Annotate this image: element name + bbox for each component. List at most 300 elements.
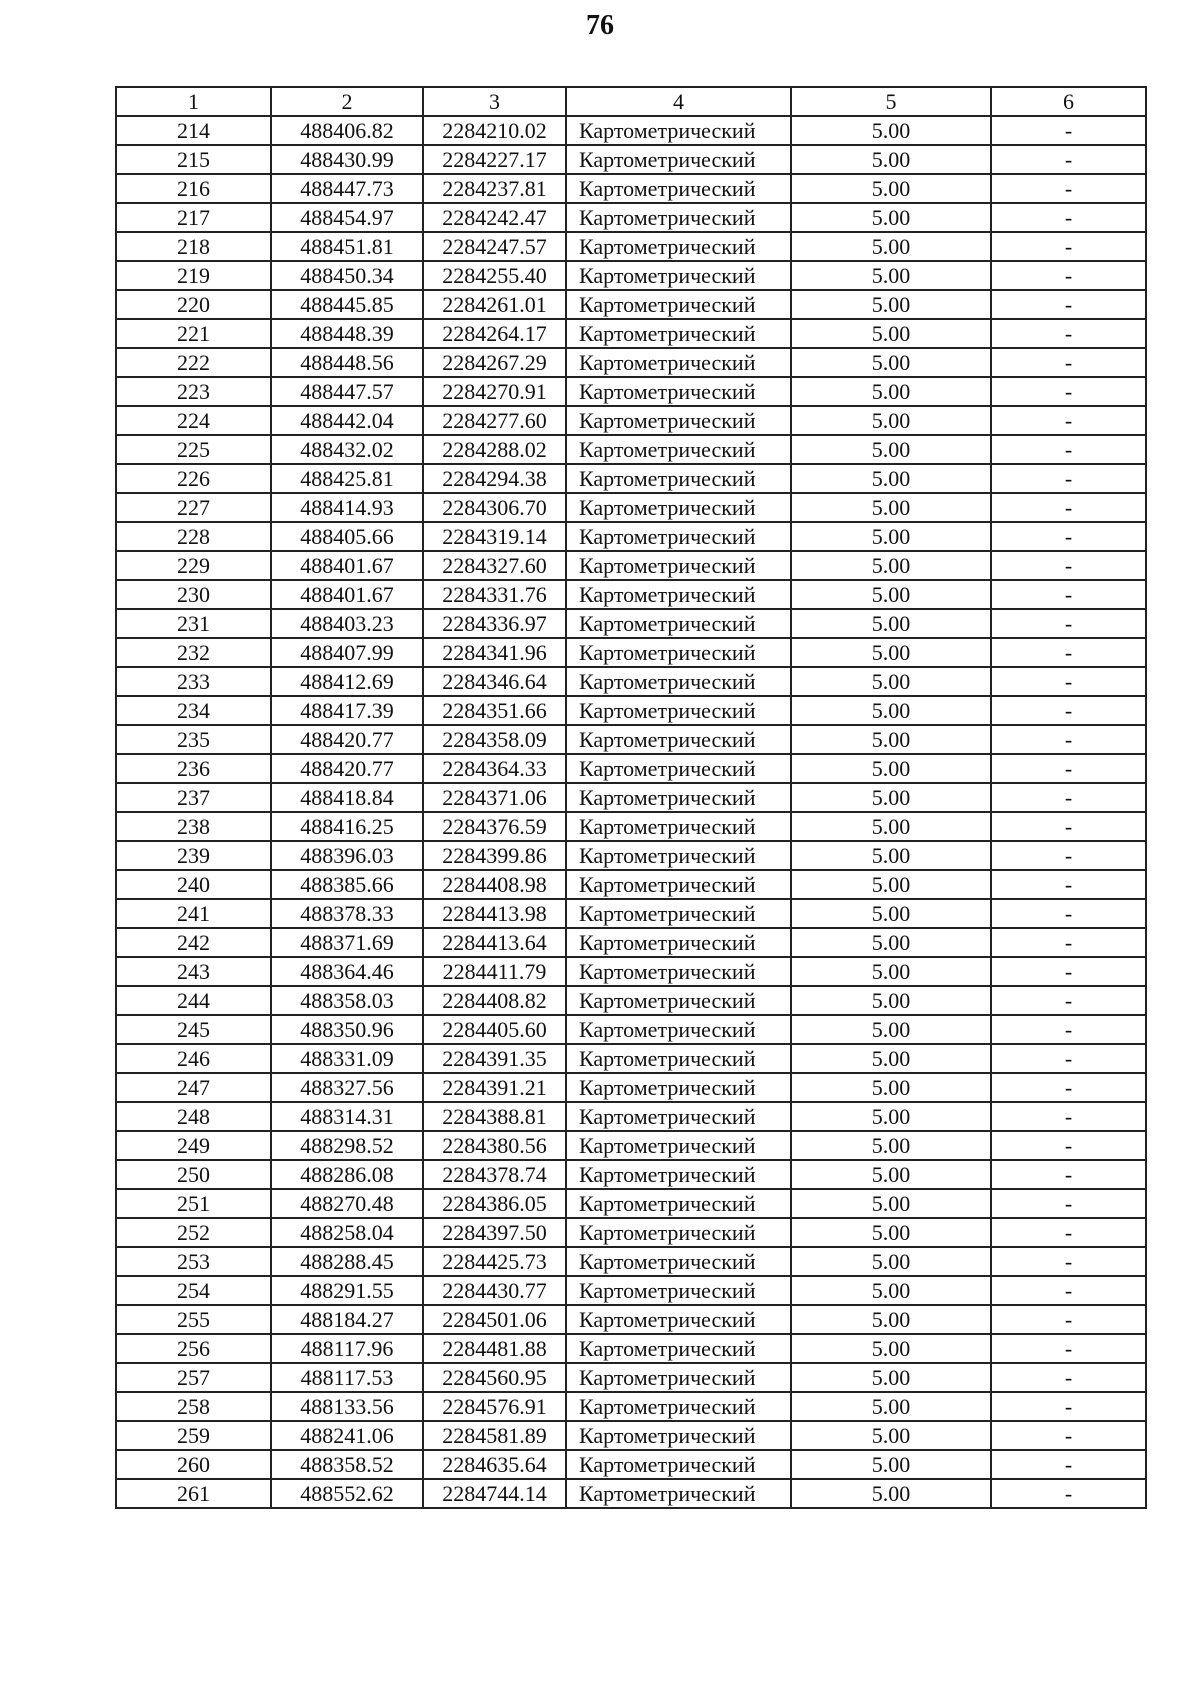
table-row [116, 319, 1146, 348]
accuracy-cell: 5.00 [791, 609, 991, 638]
x-coordinate-cell: 488447.73 [271, 174, 423, 203]
x-coordinate-cell: 488405.66 [271, 522, 423, 551]
description-cell: - [991, 1421, 1146, 1450]
accuracy-cell: 5.00 [791, 522, 991, 551]
description-cell: - [991, 145, 1146, 174]
y-coordinate-cell: 2284376.59 [423, 812, 566, 841]
x-coordinate-cell: 488378.33 [271, 899, 423, 928]
point-number-cell: 248 [116, 1102, 271, 1131]
table-row [116, 754, 1146, 783]
method-cell: Картометрический [566, 377, 791, 406]
description-cell: - [991, 464, 1146, 493]
x-coordinate-cell: 488417.39 [271, 696, 423, 725]
description-cell: - [991, 609, 1146, 638]
accuracy-cell: 5.00 [791, 1276, 991, 1305]
x-coordinate-cell: 488133.56 [271, 1392, 423, 1421]
description-cell: - [991, 522, 1146, 551]
point-number-cell: 243 [116, 957, 271, 986]
method-cell: Картометрический [566, 1392, 791, 1421]
x-coordinate-cell: 488184.27 [271, 1305, 423, 1334]
y-coordinate-cell: 2284405.60 [423, 1015, 566, 1044]
y-coordinate-cell: 2284351.66 [423, 696, 566, 725]
column-header-3: 3 [423, 87, 566, 116]
x-coordinate-cell: 488447.57 [271, 377, 423, 406]
description-cell: - [991, 1044, 1146, 1073]
description-cell: - [991, 928, 1146, 957]
method-cell: Картометрический [566, 667, 791, 696]
x-coordinate-cell: 488416.25 [271, 812, 423, 841]
method-cell: Картометрический [566, 1450, 791, 1479]
table-row [116, 725, 1146, 754]
accuracy-cell: 5.00 [791, 290, 991, 319]
table-row [116, 551, 1146, 580]
accuracy-cell: 5.00 [791, 1073, 991, 1102]
table-row [116, 406, 1146, 435]
method-cell: Картометрический [566, 1160, 791, 1189]
table-header-row [116, 87, 1146, 116]
accuracy-cell: 5.00 [791, 1189, 991, 1218]
x-coordinate-cell: 488414.93 [271, 493, 423, 522]
table-row [116, 290, 1146, 319]
method-cell: Картометрический [566, 406, 791, 435]
column-header-4: 4 [566, 87, 791, 116]
description-cell: - [991, 1334, 1146, 1363]
description-cell: - [991, 1218, 1146, 1247]
accuracy-cell: 5.00 [791, 203, 991, 232]
point-number-cell: 224 [116, 406, 271, 435]
table-row [116, 493, 1146, 522]
accuracy-cell: 5.00 [791, 1305, 991, 1334]
description-cell: - [991, 1131, 1146, 1160]
description-cell: - [991, 290, 1146, 319]
table-row [116, 667, 1146, 696]
point-number-cell: 237 [116, 783, 271, 812]
y-coordinate-cell: 2284242.47 [423, 203, 566, 232]
y-coordinate-cell: 2284413.98 [423, 899, 566, 928]
description-cell: - [991, 1392, 1146, 1421]
x-coordinate-cell: 488552.62 [271, 1479, 423, 1508]
point-number-cell: 218 [116, 232, 271, 261]
method-cell: Картометрический [566, 841, 791, 870]
x-coordinate-cell: 488288.45 [271, 1247, 423, 1276]
method-cell: Картометрический [566, 870, 791, 899]
y-coordinate-cell: 2284288.02 [423, 435, 566, 464]
method-cell: Картометрический [566, 1276, 791, 1305]
point-number-cell: 214 [116, 116, 271, 145]
table-row [116, 435, 1146, 464]
accuracy-cell: 5.00 [791, 1392, 991, 1421]
method-cell: Картометрический [566, 783, 791, 812]
accuracy-cell: 5.00 [791, 696, 991, 725]
x-coordinate-cell: 488358.52 [271, 1450, 423, 1479]
y-coordinate-cell: 2284327.60 [423, 551, 566, 580]
table-row [116, 174, 1146, 203]
y-coordinate-cell: 2284319.14 [423, 522, 566, 551]
description-cell: - [991, 174, 1146, 203]
x-coordinate-cell: 488454.97 [271, 203, 423, 232]
accuracy-cell: 5.00 [791, 145, 991, 174]
y-coordinate-cell: 2284364.33 [423, 754, 566, 783]
x-coordinate-cell: 488258.04 [271, 1218, 423, 1247]
coordinates-table [115, 86, 1147, 1509]
table-row [116, 145, 1146, 174]
method-cell: Картометрический [566, 580, 791, 609]
description-cell: - [991, 696, 1146, 725]
table-row [116, 203, 1146, 232]
accuracy-cell: 5.00 [791, 493, 991, 522]
method-cell: Картометрический [566, 232, 791, 261]
table-row [116, 1218, 1146, 1247]
x-coordinate-cell: 488350.96 [271, 1015, 423, 1044]
point-number-cell: 238 [116, 812, 271, 841]
accuracy-cell: 5.00 [791, 638, 991, 667]
x-coordinate-cell: 488403.23 [271, 609, 423, 638]
accuracy-cell: 5.00 [791, 1218, 991, 1247]
description-cell: - [991, 1160, 1146, 1189]
description-cell: - [991, 725, 1146, 754]
description-cell: - [991, 203, 1146, 232]
table-row [116, 522, 1146, 551]
x-coordinate-cell: 488420.77 [271, 725, 423, 754]
y-coordinate-cell: 2284635.64 [423, 1450, 566, 1479]
description-cell: - [991, 1276, 1146, 1305]
table-row [116, 696, 1146, 725]
method-cell: Картометрический [566, 1131, 791, 1160]
description-cell: - [991, 580, 1146, 609]
method-cell: Картометрический [566, 1421, 791, 1450]
point-number-cell: 217 [116, 203, 271, 232]
x-coordinate-cell: 488117.96 [271, 1334, 423, 1363]
point-number-cell: 254 [116, 1276, 271, 1305]
x-coordinate-cell: 488371.69 [271, 928, 423, 957]
point-number-cell: 216 [116, 174, 271, 203]
method-cell: Картометрический [566, 348, 791, 377]
accuracy-cell: 5.00 [791, 464, 991, 493]
point-number-cell: 252 [116, 1218, 271, 1247]
description-cell: - [991, 1189, 1146, 1218]
accuracy-cell: 5.00 [791, 377, 991, 406]
table-row [116, 1160, 1146, 1189]
point-number-cell: 234 [116, 696, 271, 725]
table-row [116, 1247, 1146, 1276]
description-cell: - [991, 1015, 1146, 1044]
x-coordinate-cell: 488430.99 [271, 145, 423, 174]
accuracy-cell: 5.00 [791, 261, 991, 290]
description-cell: - [991, 1479, 1146, 1508]
x-coordinate-cell: 488117.53 [271, 1363, 423, 1392]
accuracy-cell: 5.00 [791, 957, 991, 986]
description-cell: - [991, 319, 1146, 348]
y-coordinate-cell: 2284380.56 [423, 1131, 566, 1160]
y-coordinate-cell: 2284386.05 [423, 1189, 566, 1218]
point-number-cell: 231 [116, 609, 271, 638]
point-number-cell: 233 [116, 667, 271, 696]
y-coordinate-cell: 2284388.81 [423, 1102, 566, 1131]
description-cell: - [991, 1247, 1146, 1276]
description-cell: - [991, 957, 1146, 986]
description-cell: - [991, 1305, 1146, 1334]
x-coordinate-cell: 488412.69 [271, 667, 423, 696]
accuracy-cell: 5.00 [791, 1363, 991, 1392]
accuracy-cell: 5.00 [791, 580, 991, 609]
y-coordinate-cell: 2284501.06 [423, 1305, 566, 1334]
y-coordinate-cell: 2284560.95 [423, 1363, 566, 1392]
point-number-cell: 225 [116, 435, 271, 464]
method-cell: Картометрический [566, 725, 791, 754]
point-number-cell: 232 [116, 638, 271, 667]
y-coordinate-cell: 2284744.14 [423, 1479, 566, 1508]
method-cell: Картометрический [566, 957, 791, 986]
point-number-cell: 229 [116, 551, 271, 580]
method-cell: Картометрический [566, 174, 791, 203]
x-coordinate-cell: 488450.34 [271, 261, 423, 290]
description-cell: - [991, 1363, 1146, 1392]
table-row [116, 957, 1146, 986]
table-row [116, 812, 1146, 841]
table-row [116, 1334, 1146, 1363]
table-row [116, 1305, 1146, 1334]
column-header-2: 2 [271, 87, 423, 116]
method-cell: Картометрический [566, 1479, 791, 1508]
point-number-cell: 220 [116, 290, 271, 319]
method-cell: Картометрический [566, 754, 791, 783]
table-row [116, 464, 1146, 493]
description-cell: - [991, 986, 1146, 1015]
y-coordinate-cell: 2284378.74 [423, 1160, 566, 1189]
y-coordinate-cell: 2284264.17 [423, 319, 566, 348]
x-coordinate-cell: 488401.67 [271, 551, 423, 580]
x-coordinate-cell: 488448.56 [271, 348, 423, 377]
y-coordinate-cell: 2284306.70 [423, 493, 566, 522]
method-cell: Картометрический [566, 1015, 791, 1044]
method-cell: Картометрический [566, 1189, 791, 1218]
y-coordinate-cell: 2284397.50 [423, 1218, 566, 1247]
accuracy-cell: 5.00 [791, 1334, 991, 1363]
x-coordinate-cell: 488432.02 [271, 435, 423, 464]
point-number-cell: 221 [116, 319, 271, 348]
y-coordinate-cell: 2284341.96 [423, 638, 566, 667]
table-body [116, 116, 1146, 1508]
y-coordinate-cell: 2284481.88 [423, 1334, 566, 1363]
x-coordinate-cell: 488425.81 [271, 464, 423, 493]
table-row [116, 899, 1146, 928]
y-coordinate-cell: 2284255.40 [423, 261, 566, 290]
table-row [116, 1479, 1146, 1508]
description-cell: - [991, 1450, 1146, 1479]
accuracy-cell: 5.00 [791, 1131, 991, 1160]
table-row [116, 348, 1146, 377]
x-coordinate-cell: 488270.48 [271, 1189, 423, 1218]
point-number-cell: 260 [116, 1450, 271, 1479]
table-row [116, 870, 1146, 899]
point-number-cell: 239 [116, 841, 271, 870]
point-number-cell: 247 [116, 1073, 271, 1102]
y-coordinate-cell: 2284331.76 [423, 580, 566, 609]
description-cell: - [991, 232, 1146, 261]
point-number-cell: 228 [116, 522, 271, 551]
table-row [116, 1015, 1146, 1044]
x-coordinate-cell: 488418.84 [271, 783, 423, 812]
y-coordinate-cell: 2284210.02 [423, 116, 566, 145]
accuracy-cell: 5.00 [791, 1102, 991, 1131]
point-number-cell: 251 [116, 1189, 271, 1218]
y-coordinate-cell: 2284261.01 [423, 290, 566, 319]
point-number-cell: 242 [116, 928, 271, 957]
method-cell: Картометрический [566, 464, 791, 493]
x-coordinate-cell: 488314.31 [271, 1102, 423, 1131]
accuracy-cell: 5.00 [791, 232, 991, 261]
table-row [116, 261, 1146, 290]
point-number-cell: 249 [116, 1131, 271, 1160]
accuracy-cell: 5.00 [791, 1015, 991, 1044]
x-coordinate-cell: 488445.85 [271, 290, 423, 319]
column-header-6: 6 [991, 87, 1146, 116]
x-coordinate-cell: 488298.52 [271, 1131, 423, 1160]
x-coordinate-cell: 488331.09 [271, 1044, 423, 1073]
table-row [116, 928, 1146, 957]
table-row [116, 1131, 1146, 1160]
x-coordinate-cell: 488358.03 [271, 986, 423, 1015]
page-number: 76 [586, 10, 614, 41]
method-cell: Картометрический [566, 1073, 791, 1102]
point-number-cell: 250 [116, 1160, 271, 1189]
point-number-cell: 258 [116, 1392, 271, 1421]
accuracy-cell: 5.00 [791, 899, 991, 928]
y-coordinate-cell: 2284391.35 [423, 1044, 566, 1073]
y-coordinate-cell: 2284247.57 [423, 232, 566, 261]
x-coordinate-cell: 488327.56 [271, 1073, 423, 1102]
point-number-cell: 227 [116, 493, 271, 522]
method-cell: Картометрический [566, 638, 791, 667]
point-number-cell: 259 [116, 1421, 271, 1450]
y-coordinate-cell: 2284277.60 [423, 406, 566, 435]
y-coordinate-cell: 2284425.73 [423, 1247, 566, 1276]
description-cell: - [991, 377, 1146, 406]
x-coordinate-cell: 488420.77 [271, 754, 423, 783]
x-coordinate-cell: 488451.81 [271, 232, 423, 261]
accuracy-cell: 5.00 [791, 667, 991, 696]
y-coordinate-cell: 2284346.64 [423, 667, 566, 696]
method-cell: Картометрический [566, 1044, 791, 1073]
description-cell: - [991, 870, 1146, 899]
method-cell: Картометрический [566, 899, 791, 928]
point-number-cell: 235 [116, 725, 271, 754]
description-cell: - [991, 116, 1146, 145]
description-cell: - [991, 1073, 1146, 1102]
description-cell: - [991, 899, 1146, 928]
column-header-5: 5 [791, 87, 991, 116]
accuracy-cell: 5.00 [791, 435, 991, 464]
x-coordinate-cell: 488385.66 [271, 870, 423, 899]
accuracy-cell: 5.00 [791, 725, 991, 754]
y-coordinate-cell: 2284267.29 [423, 348, 566, 377]
accuracy-cell: 5.00 [791, 841, 991, 870]
description-cell: - [991, 841, 1146, 870]
point-number-cell: 226 [116, 464, 271, 493]
x-coordinate-cell: 488286.08 [271, 1160, 423, 1189]
point-number-cell: 256 [116, 1334, 271, 1363]
description-cell: - [991, 638, 1146, 667]
method-cell: Картометрический [566, 986, 791, 1015]
table-row [116, 1073, 1146, 1102]
method-cell: Картометрический [566, 493, 791, 522]
method-cell: Картометрический [566, 435, 791, 464]
point-number-cell: 257 [116, 1363, 271, 1392]
accuracy-cell: 5.00 [791, 551, 991, 580]
y-coordinate-cell: 2284581.89 [423, 1421, 566, 1450]
method-cell: Картометрический [566, 1247, 791, 1276]
x-coordinate-cell: 488407.99 [271, 638, 423, 667]
y-coordinate-cell: 2284270.91 [423, 377, 566, 406]
accuracy-cell: 5.00 [791, 928, 991, 957]
table-row [116, 986, 1146, 1015]
table-row [116, 377, 1146, 406]
accuracy-cell: 5.00 [791, 783, 991, 812]
accuracy-cell: 5.00 [791, 406, 991, 435]
point-number-cell: 244 [116, 986, 271, 1015]
table-row [116, 841, 1146, 870]
description-cell: - [991, 406, 1146, 435]
y-coordinate-cell: 2284408.82 [423, 986, 566, 1015]
table-row [116, 580, 1146, 609]
table-row [116, 1363, 1146, 1392]
method-cell: Картометрический [566, 551, 791, 580]
column-header-1: 1 [116, 87, 271, 116]
method-cell: Картометрический [566, 1102, 791, 1131]
point-number-cell: 246 [116, 1044, 271, 1073]
point-number-cell: 245 [116, 1015, 271, 1044]
y-coordinate-cell: 2284294.38 [423, 464, 566, 493]
accuracy-cell: 5.00 [791, 812, 991, 841]
y-coordinate-cell: 2284371.06 [423, 783, 566, 812]
table-row [116, 609, 1146, 638]
method-cell: Картометрический [566, 290, 791, 319]
x-coordinate-cell: 488442.04 [271, 406, 423, 435]
method-cell: Картометрический [566, 1363, 791, 1392]
method-cell: Картометрический [566, 1334, 791, 1363]
accuracy-cell: 5.00 [791, 1479, 991, 1508]
point-number-cell: 215 [116, 145, 271, 174]
y-coordinate-cell: 2284411.79 [423, 957, 566, 986]
x-coordinate-cell: 488241.06 [271, 1421, 423, 1450]
accuracy-cell: 5.00 [791, 1044, 991, 1073]
y-coordinate-cell: 2284358.09 [423, 725, 566, 754]
description-cell: - [991, 783, 1146, 812]
y-coordinate-cell: 2284399.86 [423, 841, 566, 870]
point-number-cell: 222 [116, 348, 271, 377]
point-number-cell: 219 [116, 261, 271, 290]
x-coordinate-cell: 488396.03 [271, 841, 423, 870]
table-row [116, 1102, 1146, 1131]
method-cell: Картометрический [566, 812, 791, 841]
accuracy-cell: 5.00 [791, 1247, 991, 1276]
table-row [116, 638, 1146, 667]
method-cell: Картометрический [566, 203, 791, 232]
accuracy-cell: 5.00 [791, 116, 991, 145]
point-number-cell: 261 [116, 1479, 271, 1508]
description-cell: - [991, 261, 1146, 290]
description-cell: - [991, 1102, 1146, 1131]
accuracy-cell: 5.00 [791, 754, 991, 783]
description-cell: - [991, 812, 1146, 841]
method-cell: Картометрический [566, 319, 791, 348]
method-cell: Картометрический [566, 1218, 791, 1247]
description-cell: - [991, 493, 1146, 522]
description-cell: - [991, 754, 1146, 783]
description-cell: - [991, 667, 1146, 696]
accuracy-cell: 5.00 [791, 1450, 991, 1479]
x-coordinate-cell: 488291.55 [271, 1276, 423, 1305]
